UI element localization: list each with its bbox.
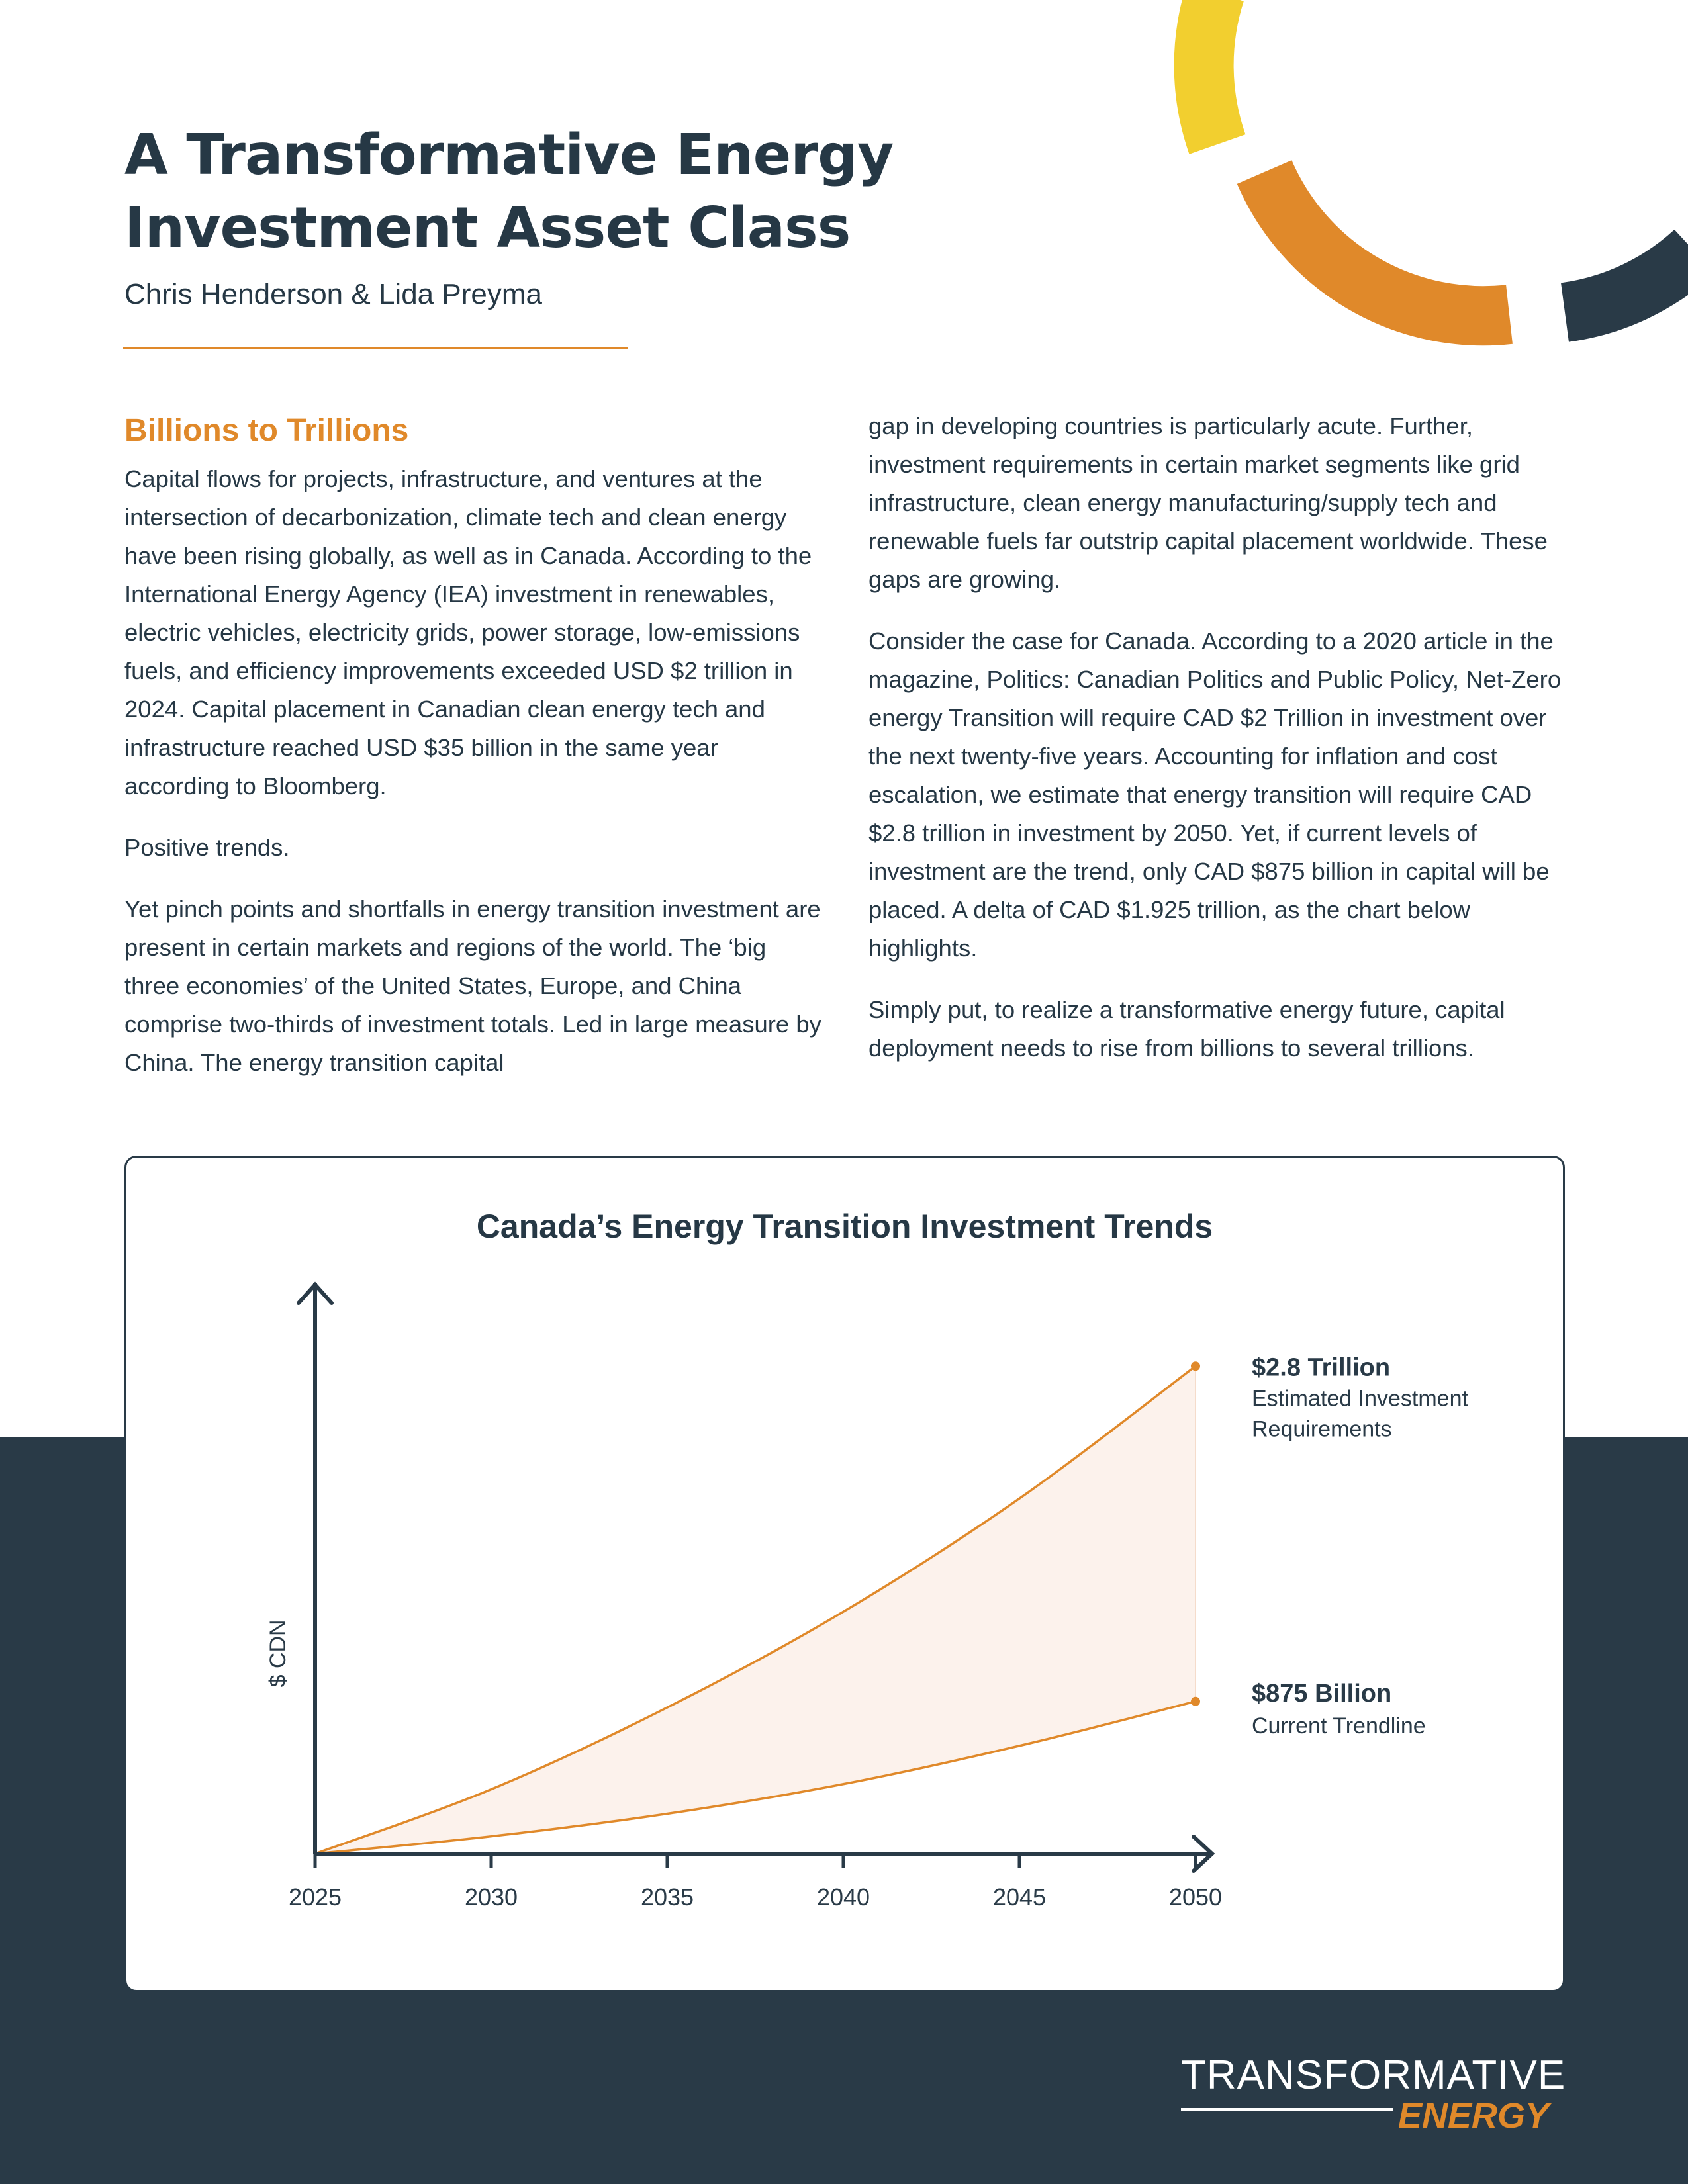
end-label-current-desc: Current Trendline xyxy=(1252,1713,1426,1739)
logo-wordmark-bottom: ENERGY xyxy=(1397,2096,1549,2136)
paragraph: Yet pinch points and shortfalls in energy transition investment are present in certain markets and regions of the world. The ‘big three economies’ of the United States, Europe, and China comprise two-thirds of investment totals. Led in large measure by China. The energy transition capital xyxy=(124,895,821,1076)
x-tick-label: 2050 xyxy=(1168,1884,1223,1911)
paragraph: Capital flows for projects, infrastructure, and ventures at the intersection of decarbonization, climate tech and clean energy have been rising globally, as well as in Canada. According to the International Energy Agency (IEA) investment in renewables, electric vehicles, electricity grids, power storage, low-emissions fuels, and efficiency improvements exceeded USD $2 trillion in 2024. Capital placement in Canadian clean energy tech and infrastructure reached USD $35 billion in the same year according to Bloomberg. xyxy=(124,465,812,799)
right-column xyxy=(868,407,1570,1091)
investment-trend-chart xyxy=(126,1158,1567,1994)
end-label-required-value: $2.8 Trillion xyxy=(1252,1353,1391,1382)
end-label-current-value: $875 Billion xyxy=(1252,1679,1392,1707)
x-tick-label: 2040 xyxy=(816,1884,870,1911)
brand-logo xyxy=(1181,2052,1566,2138)
y-axis-label: $ CDN xyxy=(265,1619,291,1688)
section-heading: Billions to Trillions xyxy=(124,413,409,448)
ring-arc-orange xyxy=(1264,172,1509,316)
end-label-required-desc: Requirements xyxy=(1252,1416,1392,1442)
chart-card xyxy=(124,1156,1565,1992)
chart-title: Canada’s Energy Transition Investment Trends xyxy=(476,1208,1213,1245)
paragraph: Consider the case for Canada. According to a 2020 article in the magazine, Politics: Canadian Politics and Public Policy, Net-Zero energy Transition will require CAD $2 Trillion in investment over the next twenty-five years. Accounting for inflation and cost escalation, we estimate that energy transition will require CAD $2.8 trillion in investment by 2050. Yet, if current levels of investment are the trend, only CAD $875 billion in capital will be placed. A delta of CAD $1.925 trillion, as the chart below highlights. xyxy=(868,627,1562,962)
title-line-2: Investment Asset Class xyxy=(124,195,851,261)
end-label-required-desc: Estimated Investment xyxy=(1252,1386,1468,1412)
end-point-required xyxy=(1191,1361,1200,1371)
authors: Chris Henderson & Lida Preyma xyxy=(124,278,542,310)
logo-wordmark-top: TRANSFORMATIVE xyxy=(1181,2052,1566,2098)
logo-underline xyxy=(1181,2108,1393,2111)
left-column xyxy=(124,407,826,1105)
x-tick-label: 2035 xyxy=(640,1884,694,1911)
x-tick-label: 2045 xyxy=(992,1884,1047,1911)
title-divider xyxy=(123,347,628,349)
paragraph: Positive trends. xyxy=(124,834,290,861)
end-point-current xyxy=(1191,1697,1200,1706)
x-tick-label: 2025 xyxy=(288,1884,342,1911)
paragraph: gap in developing countries is particularly acute. Further, investment requirements in certain market segments like grid infrastructure, clean energy manufacturing/supply tech and renewable fuels far outstrip capital placement worldwide. These gaps are growing. xyxy=(868,412,1548,593)
page-title xyxy=(124,119,1051,265)
gap-shaded-area xyxy=(315,1366,1196,1854)
title-line-1: A Transformative Energy xyxy=(124,122,894,188)
ring-arc-yellow xyxy=(1204,0,1217,144)
x-tick-label: 2030 xyxy=(464,1884,518,1911)
ring-arc-navy xyxy=(1565,251,1688,312)
paragraph: Simply put, to realize a transformative energy future, capital deployment needs to rise from billions to several trillions. xyxy=(868,996,1505,1062)
